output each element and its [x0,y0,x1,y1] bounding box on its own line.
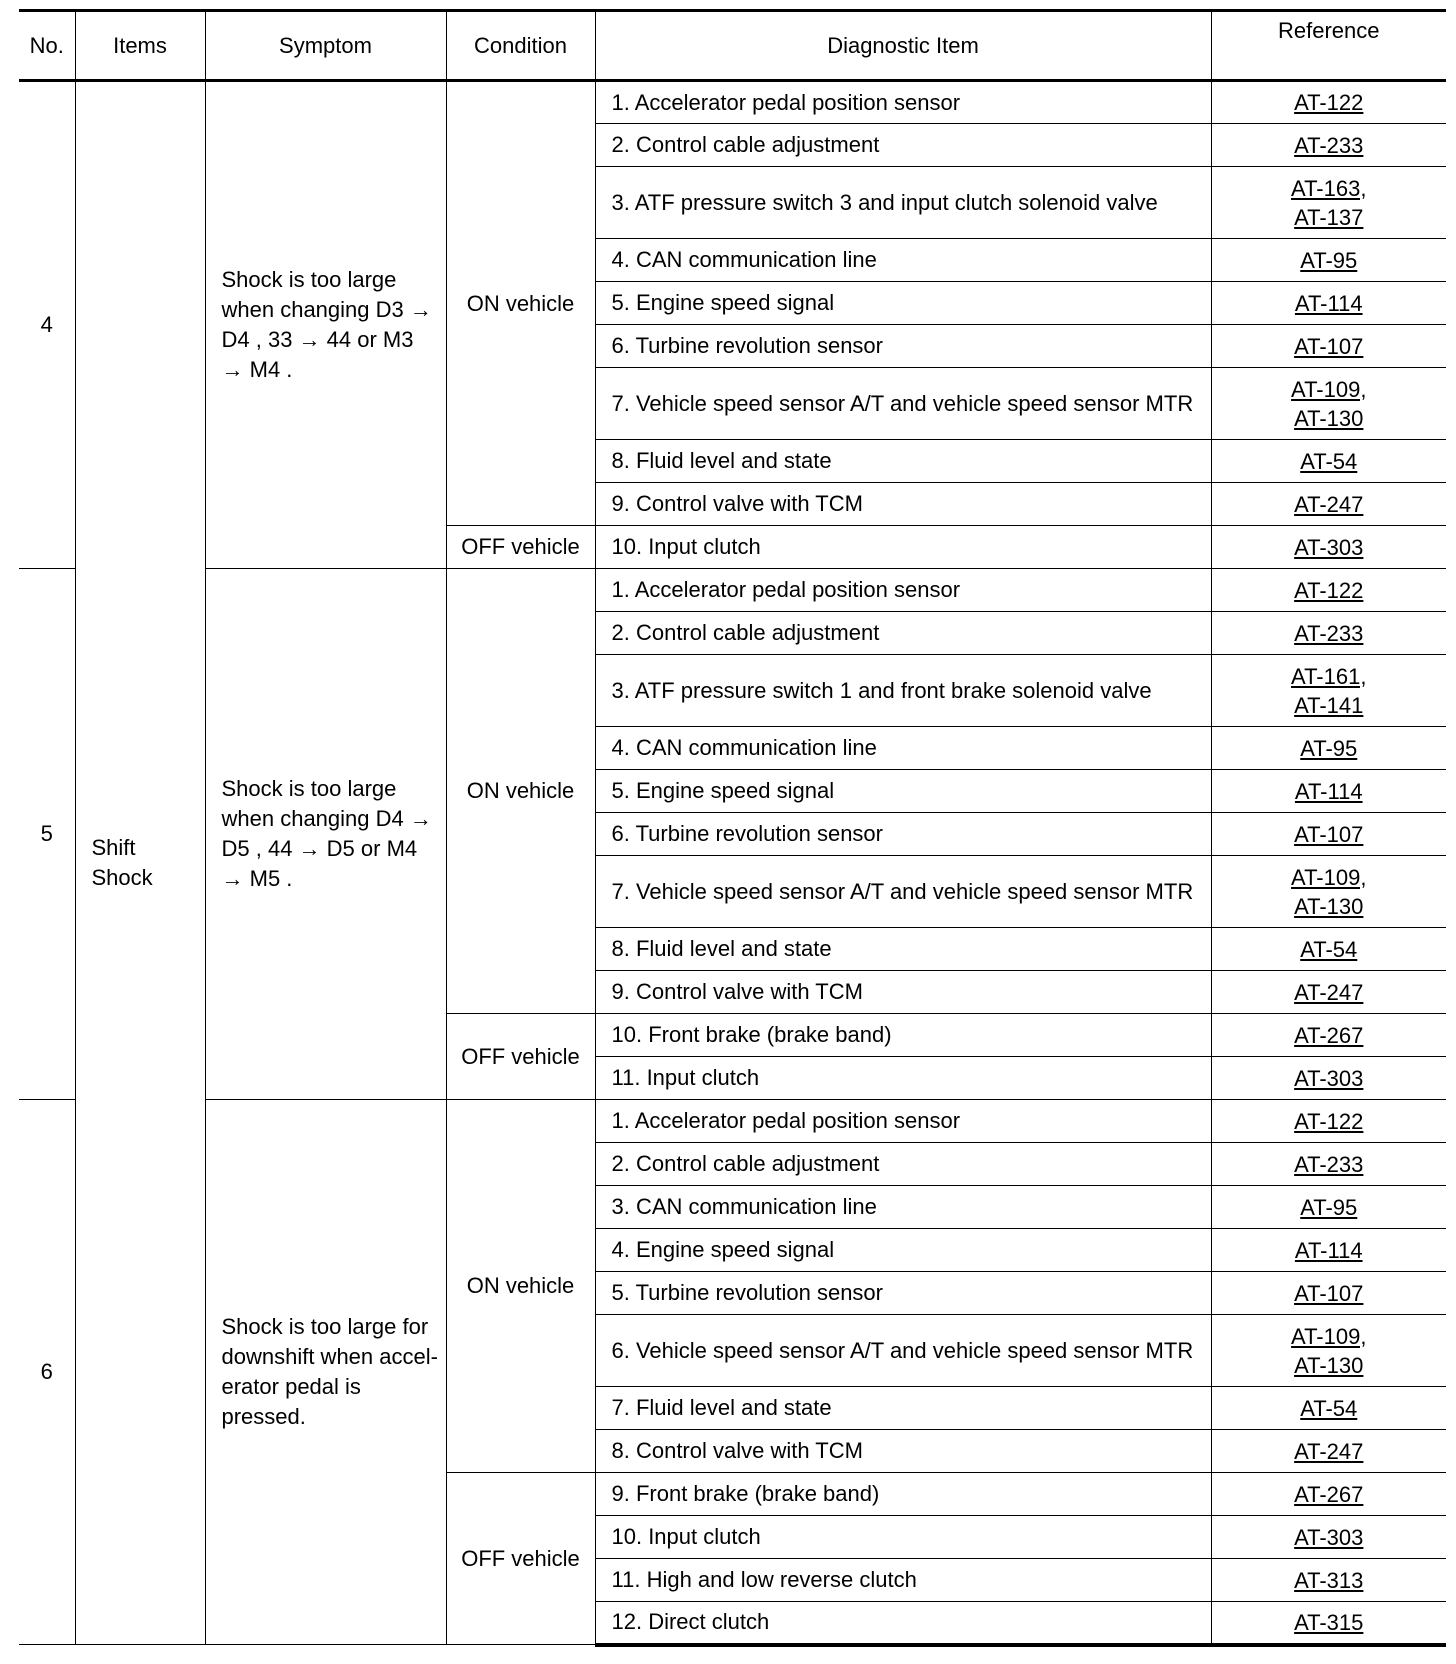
reference-link[interactable]: AT-315 [1294,1609,1364,1635]
header-no: No. [19,11,75,81]
reference-cell [1211,483,1446,526]
diagnostic-item: 10. Input clutch [595,1516,1211,1559]
diagnostic-item: 9. Front brake (brake band) [595,1473,1211,1516]
reference-link[interactable]: AT-54 [1300,448,1358,474]
reference-cell [1211,1387,1446,1430]
reference-link[interactable]: AT-313 [1294,1567,1364,1593]
condition-cell: OFF vehicle [446,1473,595,1645]
diagnostic-item: 12. Direct clutch [595,1602,1211,1645]
reference-cell [1211,167,1446,239]
symptom-line: Shock is too large [221,267,397,292]
diagnostic-item: 5. Turbine revolution sensor [595,1272,1211,1315]
header-symptom: Symptom [205,11,446,81]
diagnostic-item: 6. Turbine revolution sensor [595,813,1211,856]
table-row [19,569,1446,612]
reference-link[interactable]: AT-130 [1294,1352,1364,1378]
reference-link[interactable]: AT-247 [1294,1438,1364,1464]
row-number: 6 [19,1100,75,1645]
reference-link[interactable]: AT-122 [1294,577,1364,603]
diagnostic-item: 3. ATF pressure switch 1 and front brake solenoid valve [595,655,1211,727]
reference-cell [1211,813,1446,856]
reference-link[interactable]: AT-109, [1291,1323,1367,1349]
reference-cell [1211,1516,1446,1559]
reference-link[interactable]: AT-95 [1300,1194,1358,1220]
reference-link[interactable]: AT-95 [1300,735,1358,761]
reference-link[interactable]: AT-303 [1294,1524,1364,1550]
reference-link[interactable]: AT-109, [1291,864,1367,890]
reference-cell [1211,1315,1446,1387]
diagnostic-item: 10. Input clutch [595,526,1211,569]
reference-cell [1211,1014,1446,1057]
reference-cell [1211,1186,1446,1229]
diagnostic-table [19,9,1446,1647]
diagnostic-item: 7. Vehicle speed sensor A/T and vehicle speed sensor MTR [595,368,1211,440]
reference-link[interactable]: AT-122 [1294,90,1364,115]
reference-link[interactable]: AT-233 [1294,132,1364,158]
diagnostic-item: 1. Accelerator pedal position sensor [595,1100,1211,1143]
reference-cell [1211,239,1446,282]
reference-link[interactable]: AT-109, [1291,376,1367,402]
reference-cell [1211,856,1446,928]
reference-link[interactable]: AT-303 [1294,1065,1364,1091]
reference-cell [1211,368,1446,440]
diagnostic-item: 5. Engine speed signal [595,282,1211,325]
row-number: 5 [19,569,75,1100]
reference-link[interactable]: AT-137 [1294,204,1364,230]
reference-link[interactable]: AT-54 [1300,1395,1358,1421]
diagnostic-item: 9. Control valve with TCM [595,971,1211,1014]
diagnostic-item: 4. CAN communication line [595,239,1211,282]
reference-link[interactable]: AT-107 [1294,333,1364,359]
symptom-line: erator pedal is [221,1374,361,1399]
reference-cell [1211,1229,1446,1272]
reference-link[interactable]: AT-303 [1294,534,1364,560]
reference-cell [1211,1143,1446,1186]
condition-cell: OFF vehicle [446,526,595,569]
reference-cell [1211,124,1446,167]
reference-cell [1211,526,1446,569]
diagnostic-item: 8. Fluid level and state [595,440,1211,483]
reference-cell [1211,440,1446,483]
reference-link[interactable]: AT-247 [1294,491,1364,517]
symptom-line: → M5 . [221,866,293,891]
diagnostic-item: 2. Control cable adjustment [595,1143,1211,1186]
symptom-cell [205,81,446,569]
diagnostic-item: 7. Fluid level and state [595,1387,1211,1430]
reference-link[interactable]: AT-267 [1294,1022,1364,1048]
items-cell [75,81,205,1645]
header-diagnostic-item: Diagnostic Item [595,11,1211,81]
condition-cell: ON vehicle [446,1100,595,1473]
diagnostic-item: 11. Input clutch [595,1057,1211,1100]
row-number: 4 [19,81,75,569]
reference-link[interactable]: AT-267 [1294,1481,1364,1507]
reference-link[interactable]: AT-141 [1294,692,1364,718]
reference-link[interactable]: AT-114 [1294,290,1363,316]
diagnostic-item: 1. Accelerator pedal position sensor [595,81,1211,124]
diagnostic-item: 4. Engine speed signal [595,1229,1211,1272]
symptom-line: Shock is too large [221,776,397,801]
diagnostic-item: 8. Control valve with TCM [595,1430,1211,1473]
reference-link[interactable]: AT-130 [1294,405,1364,431]
diagnostic-item: 6. Turbine revolution sensor [595,325,1211,368]
reference-link[interactable]: AT-107 [1294,1280,1364,1306]
diagnostic-item: 2. Control cable adjustment [595,612,1211,655]
header-items: Items [75,11,205,81]
reference-link[interactable]: AT-233 [1294,1151,1364,1177]
symptom-line: Shock is too large for [221,1314,429,1339]
reference-link[interactable]: AT-122 [1294,1108,1364,1134]
symptom-line: → M4 . [221,357,293,382]
items-label-line: Shock [91,865,153,890]
symptom-cell [205,569,446,1100]
reference-cell [1211,971,1446,1014]
reference-cell [1211,770,1446,813]
reference-cell [1211,81,1446,124]
diagnostic-item: 3. CAN communication line [595,1186,1211,1229]
reference-cell [1211,727,1446,770]
reference-link[interactable]: AT-95 [1300,247,1358,273]
header-condition: Condition [446,11,595,81]
reference-link[interactable]: AT-54 [1300,936,1358,962]
symptom-line: D5 , 44 → D5 or M4 [221,836,418,861]
reference-cell [1211,1272,1446,1315]
symptom-line: D4 , 33 → 44 or M3 [221,327,414,352]
diagnostic-item: 11. High and low reverse clutch [595,1559,1211,1602]
condition-cell: OFF vehicle [446,1014,595,1100]
reference-link[interactable]: AT-114 [1294,778,1363,804]
reference-cell [1211,612,1446,655]
reference-link[interactable]: AT-114 [1294,1237,1363,1263]
table-body [19,81,1446,1645]
diagnostic-item: 8. Fluid level and state [595,928,1211,971]
diagnostic-item: 5. Engine speed signal [595,770,1211,813]
header-reference: Reference [1211,11,1446,81]
condition-cell: ON vehicle [446,569,595,1014]
diagnostic-item: 2. Control cable adjustment [595,124,1211,167]
diagnostic-item: 10. Front brake (brake band) [595,1014,1211,1057]
header-row [19,11,1446,81]
reference-link[interactable]: AT-130 [1294,893,1364,919]
symptom-cell [205,1100,446,1645]
reference-cell [1211,1057,1446,1100]
symptom-line: when changing D3 → [221,297,432,322]
reference-cell [1211,1430,1446,1473]
diagnostic-item: 3. ATF pressure switch 3 and input clutch solenoid valve [595,167,1211,239]
reference-link[interactable]: AT-161, [1291,663,1367,689]
reference-cell [1211,1602,1446,1645]
symptom-line: when changing D4 → [221,806,432,831]
reference-link[interactable]: AT-247 [1294,979,1364,1005]
reference-cell [1211,1559,1446,1602]
table-row [19,1100,1446,1143]
items-label-line: Shift [91,835,136,860]
reference-cell [1211,1473,1446,1516]
reference-cell [1211,325,1446,368]
reference-link[interactable]: AT-233 [1294,620,1364,646]
diagnostic-item: 1. Accelerator pedal position sensor [595,569,1211,612]
reference-cell [1211,655,1446,727]
reference-link[interactable]: AT-107 [1294,821,1364,847]
diagnostic-item: 6. Vehicle speed sensor A/T and vehicle speed sensor MTR [595,1315,1211,1387]
reference-link[interactable]: AT-163, [1291,175,1367,201]
symptom-line: pressed. [221,1404,306,1429]
symptom-line: downshift when accel- [221,1344,438,1369]
reference-cell [1211,928,1446,971]
diagnostic-item: 9. Control valve with TCM [595,483,1211,526]
diagnostic-item: 4. CAN communication line [595,727,1211,770]
reference-cell [1211,569,1446,612]
reference-cell [1211,282,1446,325]
reference-cell [1211,1100,1446,1143]
diagnostic-item: 7. Vehicle speed sensor A/T and vehicle speed sensor MTR [595,856,1211,928]
table-row [19,81,1446,124]
condition-cell: ON vehicle [446,81,595,526]
